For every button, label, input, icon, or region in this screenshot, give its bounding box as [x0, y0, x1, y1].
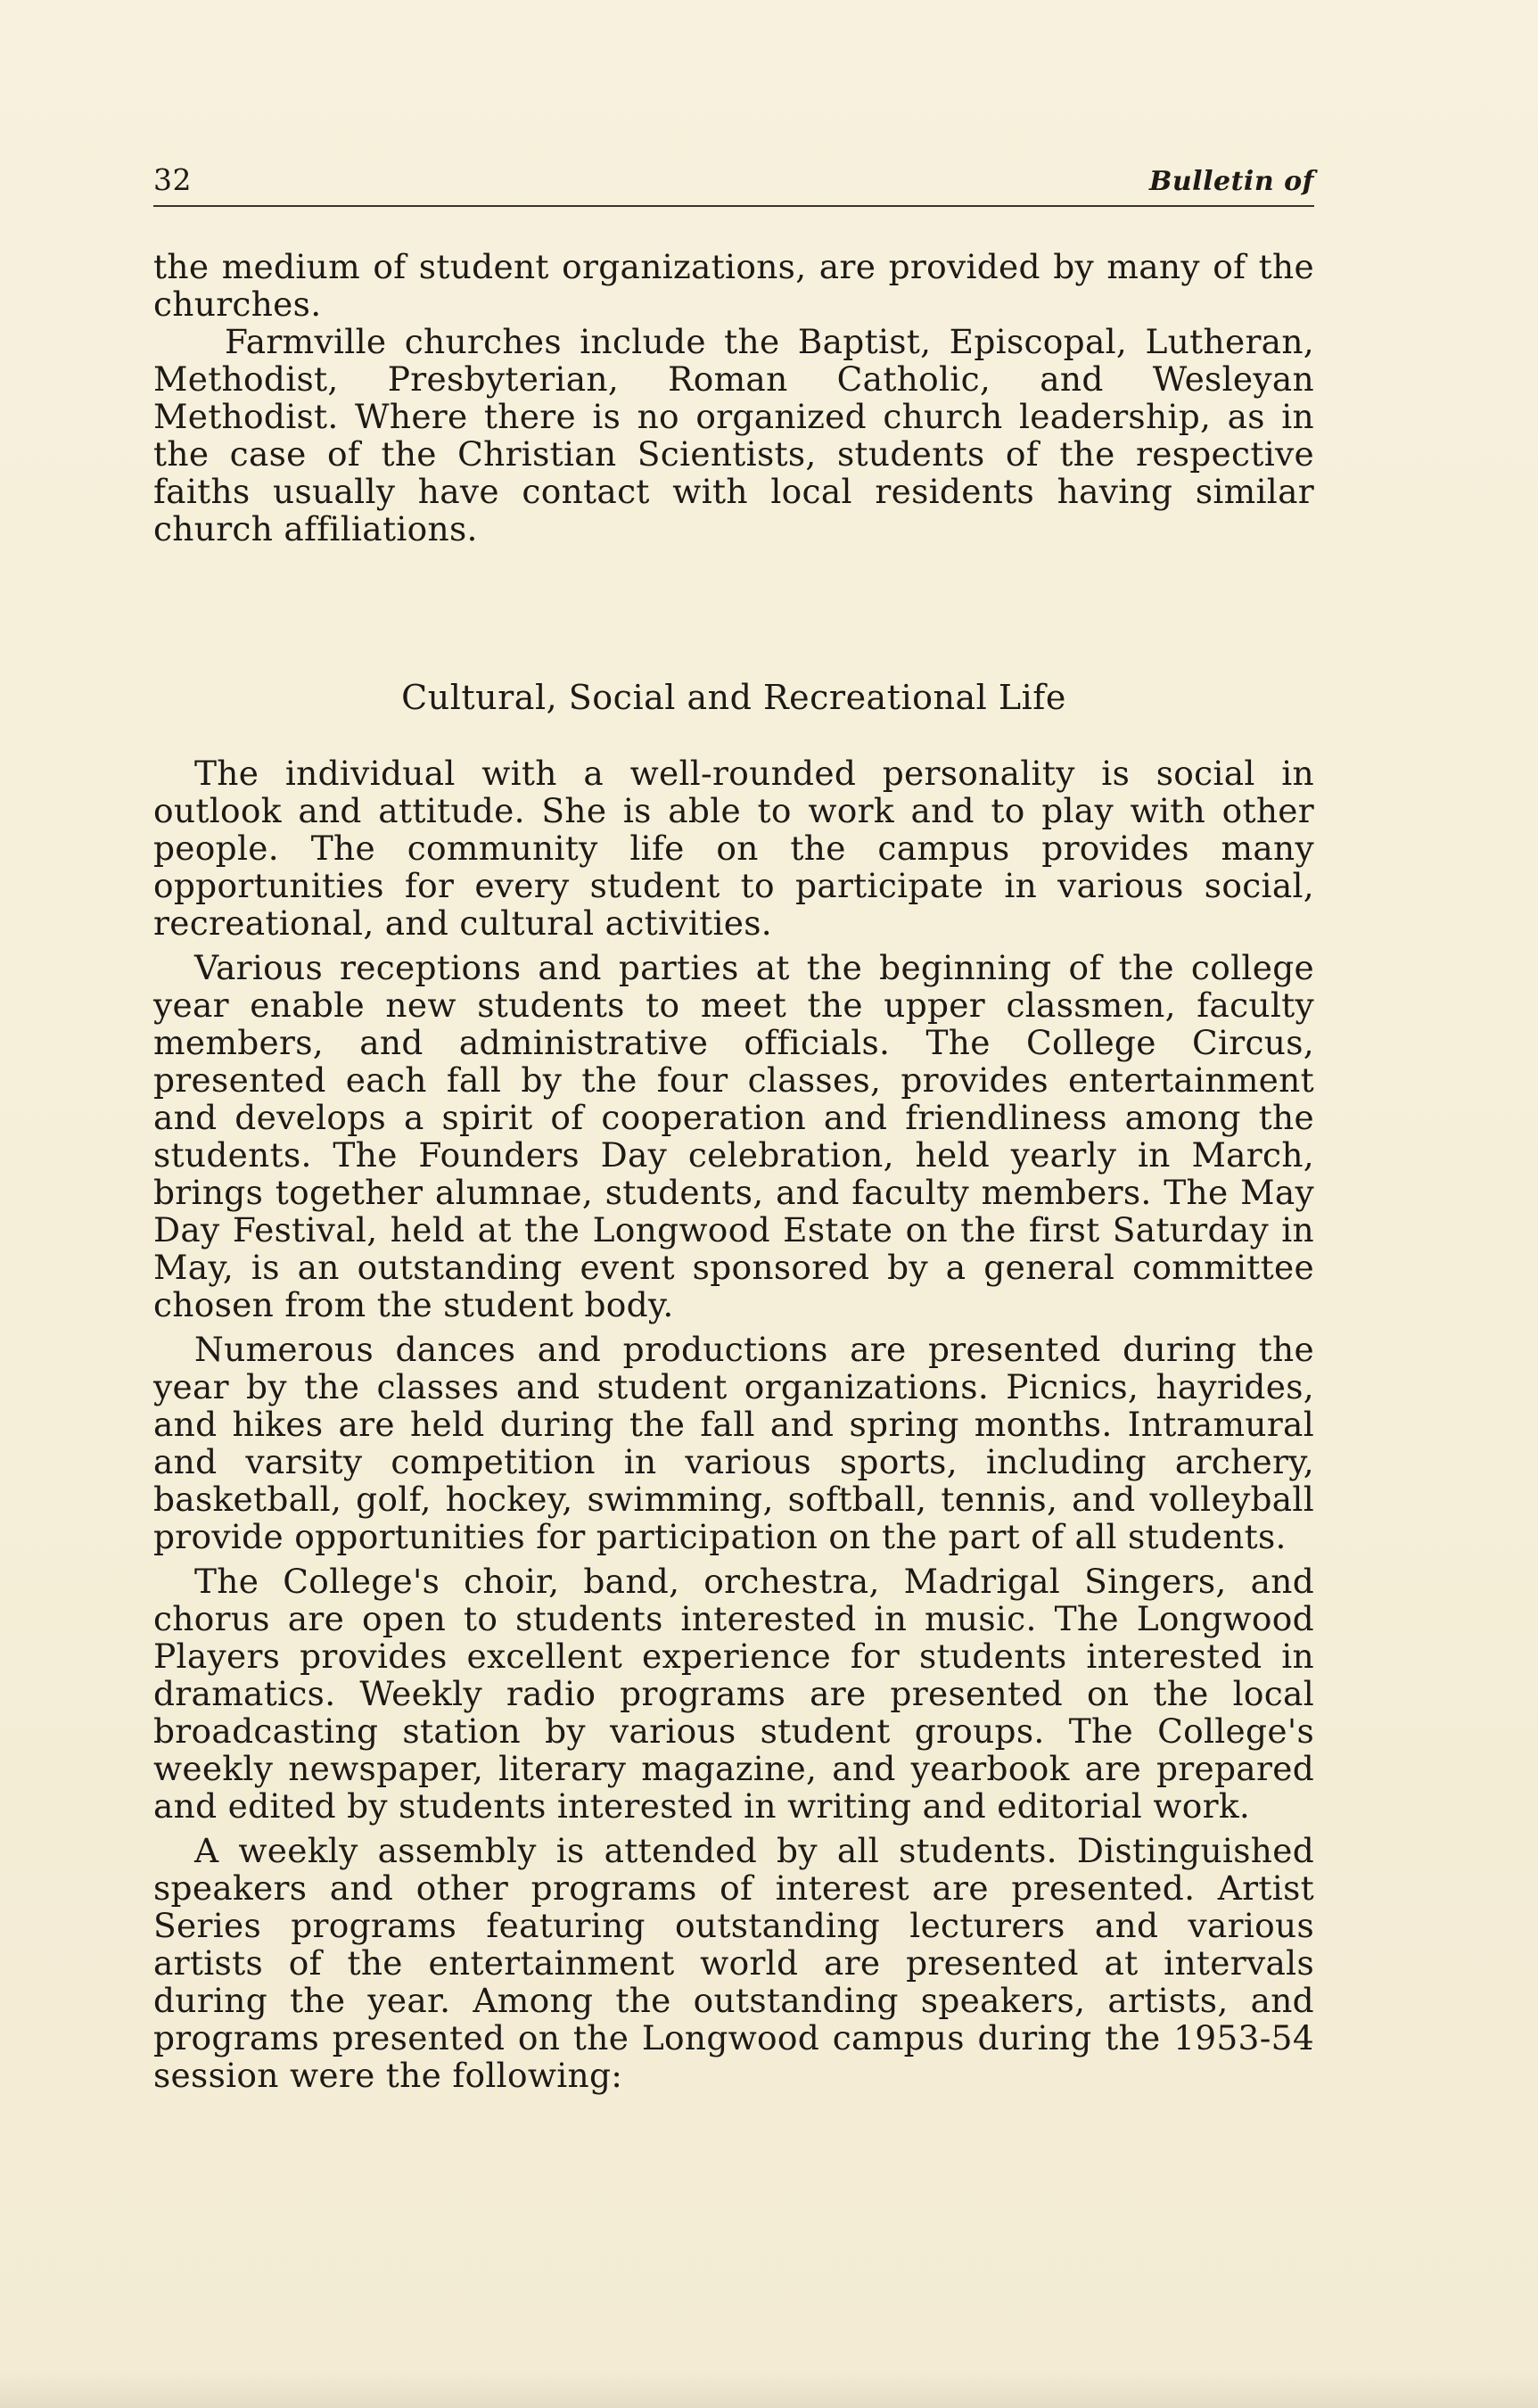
body-paragraph: A weekly assembly is attended by all students. Distinguished speakers and other programs of interest are presented. Artist Series programs featuring outstanding lecturers and various artists of the entertainment world are presented at intervals during the year. Among the outstanding speakers, artists, and programs presented on the Longwood campus during the 1953-54 session were the following: [153, 1831, 1314, 2095]
running-head: Bulletin of [1149, 166, 1314, 197]
body-paragraph: Numerous dances and productions are presented during the year by the classes and student organizations. Picnics, hayrides, and hikes are held during the fall and spring months. Intramural and varsity competition in various sports, including archery, basketball, golf, hockey, swimming, softball, tennis, and volleyball provide opportunities for participation on the part of all students. [153, 1330, 1314, 1556]
section-heading: Cultural, Social and Recreational Life [401, 678, 1066, 717]
page-number: 32 [153, 162, 192, 197]
page-edge-shadow [0, 2372, 1538, 2408]
intro-paragraph: the medium of student organizations, are provided by many of the churches. [153, 247, 1314, 324]
intro-paragraph: Farmville churches include the Baptist, Episcopal, Lutheran, Methodist, Presbyterian, Roman Catholic, and Wesleyan Methodist. Where there is no organized church leadership, as in the case of the Christian Scientists, students of the respective faiths usually have contact with local residents having similar church affiliations. [153, 322, 1314, 548]
section-text-block [153, 755, 1314, 2101]
body-paragraph: The individual with a well-rounded personality is social in outlook and attitude. She is able to work and to play with other people. The community life on the campus provides many opportunities for every student to participate in various social, recreational, and cultural activities. [153, 754, 1314, 943]
header-rule [153, 205, 1314, 207]
body-paragraph: Various receptions and parties at the beginning of the college year enable new students to meet the upper classmen, faculty members, and administrative officials. The College Circus, presented each fall by the four classes, provides entertainment and develops a spirit of cooperation and friendliness among the students. The Founders Day celebration, held yearly in March, brings together alumnae, students, and faculty members. The May Day Festival, held at the Longwood Estate on the first Saturday in May, is an outstanding event sponsored by a general committee chosen from the student body. [153, 948, 1314, 1324]
page-header [153, 162, 1314, 202]
body-paragraph: The College's choir, band, orchestra, Madrigal Singers, and chorus are open to students interested in music. The Longwood Players provides excellent experience for students interested in dramatics. Weekly radio programs are presented on the local broadcasting station by various student groups. The College's weekly newspaper, literary magazine, and yearbook are prepared and edited by students interested in writing and editorial work. [153, 1562, 1314, 1826]
intro-text-block [153, 248, 1314, 548]
